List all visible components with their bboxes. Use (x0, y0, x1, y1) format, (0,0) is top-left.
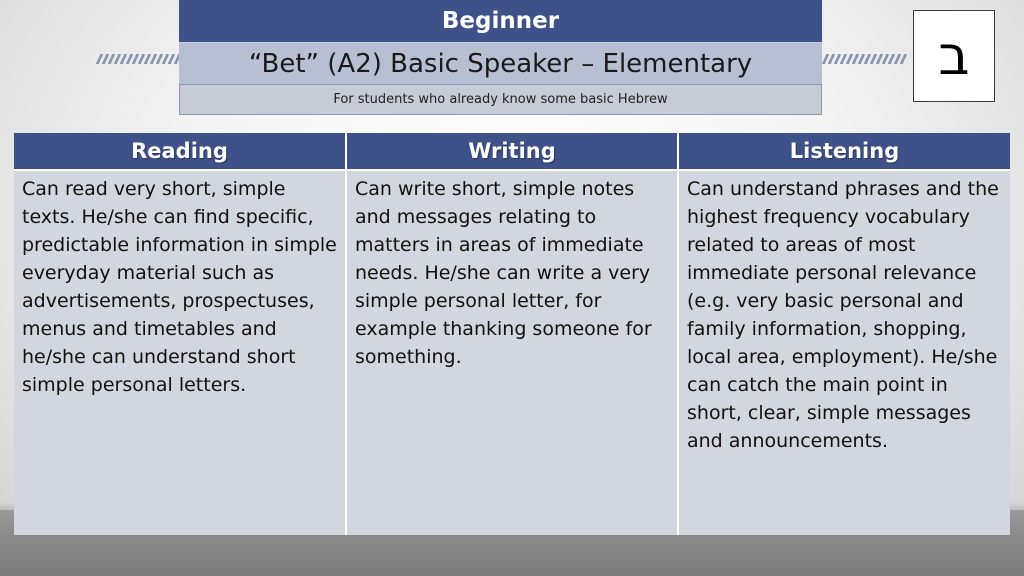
decorative-dash-strip-right (822, 54, 911, 64)
table-row (14, 170, 1010, 535)
level-heading: Beginner (179, 0, 822, 43)
writing-description: Can write short, simple notes and messages relating to matters in areas of immediate needs. He/she can write a very simple personal letter, for example thanking someone for something. (346, 170, 678, 535)
title-block (179, 0, 822, 116)
column-header-listening: Listening (678, 133, 1010, 170)
table-header-row (14, 133, 1010, 170)
skills-table (14, 133, 1010, 535)
level-subtitle: For students who already know some basic Hebrew (179, 85, 822, 115)
decorative-dash-strip-left (96, 54, 185, 64)
column-header-reading: Reading (14, 133, 346, 170)
level-title: “Bet” (A2) Basic Speaker – Elementary (179, 43, 822, 85)
hebrew-letter-badge: ב (913, 10, 995, 102)
reading-description: Can read very short, simple texts. He/she can find specific, predictable information in simple everyday material such as advertisements, prospectuses, menus and timetables and he/she can understand short simple personal letters. (14, 170, 346, 535)
listening-description: Can understand phrases and the highest frequency vocabulary related to areas of most immediate personal relevance (e.g. very basic personal and family information, shopping, local area, employment). He/she can catch the main point in short, clear, simple messages and announcements. (678, 170, 1010, 535)
column-header-writing: Writing (346, 133, 678, 170)
